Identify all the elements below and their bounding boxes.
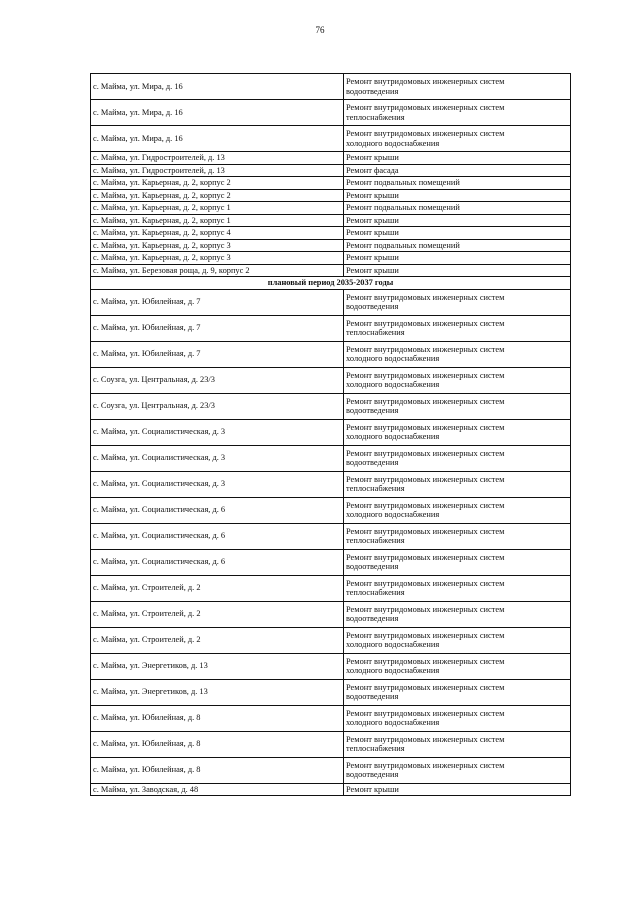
table-row [91,177,571,190]
work-type-line: Ремонт внутридомовых инженерных систем [346,760,505,770]
table-row [91,214,571,227]
work-type-line: Ремонт внутридомовых инженерных систем [346,292,505,302]
table-row [91,202,571,215]
address-cell: с. Майма, ул. Энергетиков, д. 13 [91,679,344,705]
address-cell: с. Майма, ул. Социалистическая, д. 3 [91,445,344,471]
address-cell: с. Майма, ул. Карьерная, д. 2, корпус 3 [91,252,344,265]
table-row [91,264,571,277]
table-row [91,731,571,757]
work-type-cell [344,202,571,215]
work-type-line: холодного водоснабжения [346,354,440,363]
work-type-line: Ремонт внутридомовых инженерных систем [346,708,505,718]
work-type-cell [344,653,571,679]
work-type-line: Ремонт внутридомовых инженерных систем [346,103,505,113]
work-type-cell [344,393,571,419]
table-row [91,227,571,240]
work-type-line: Ремонт крыши [346,253,399,263]
work-type-line: Ремонт внутридомовых инженерных систем [346,656,505,666]
work-type-cell [344,731,571,757]
work-type-line: водоотведения [346,614,399,623]
work-type-cell [344,705,571,731]
address-cell: с. Майма, ул. Юбилейная, д. 8 [91,757,344,783]
work-type-line: Ремонт внутридомовых инженерных систем [346,734,505,744]
work-type-cell [344,575,571,601]
work-type-line: Ремонт крыши [346,228,399,238]
table-row [91,549,571,575]
work-type-cell [344,74,571,100]
work-type-line: водоотведения [346,458,399,467]
table-row [91,575,571,601]
table-row [91,627,571,653]
table-row [91,601,571,627]
table-row [91,705,571,731]
work-type-cell [344,601,571,627]
table-row [91,419,571,445]
work-type-line: Ремонт крыши [346,190,399,200]
table-row [91,74,571,100]
table-row [91,315,571,341]
work-type-line: Ремонт внутридомовых инженерных систем [346,129,505,139]
work-type-line: водоотведения [346,562,399,571]
address-cell: с. Майма, ул. Гидростроителей, д. 13 [91,164,344,177]
work-type-cell [344,497,571,523]
work-type-cell [344,239,571,252]
work-type-line: теплоснабжения [346,484,405,493]
address-cell: с. Майма, ул. Социалистическая, д. 3 [91,419,344,445]
work-type-line: водоотведения [346,406,399,415]
address-cell: с. Майма, ул. Карьерная, д. 2, корпус 4 [91,227,344,240]
work-type-line: Ремонт внутридомовых инженерных систем [346,344,505,354]
table-row [91,653,571,679]
address-cell: с. Майма, ул. Строителей, д. 2 [91,601,344,627]
work-type-cell [344,315,571,341]
work-type-line: Ремонт крыши [346,153,399,163]
address-cell: с. Соузга, ул. Центральная, д. 23/3 [91,393,344,419]
table-row [91,100,571,126]
address-cell: с. Майма, ул. Социалистическая, д. 3 [91,471,344,497]
work-type-line: водоотведения [346,770,399,779]
work-type-line: водоотведения [346,86,399,96]
table-row [91,393,571,419]
address-cell: с. Майма, ул. Карьерная, д. 2, корпус 1 [91,202,344,215]
work-type-cell [344,227,571,240]
work-type-line: Ремонт внутридомовых инженерных систем [346,370,505,380]
work-type-line: холодного водоснабжения [346,718,440,727]
work-type-line: Ремонт внутридомовых инженерных систем [346,630,505,640]
period-heading-row [91,277,571,290]
work-type-line: теплоснабжения [346,112,405,122]
address-cell: с. Майма, ул. Мира, д. 16 [91,74,344,100]
work-type-line: холодного водоснабжения [346,640,440,649]
repair-schedule-table [90,73,571,796]
work-type-line: Ремонт внутридомовых инженерных систем [346,526,505,536]
work-type-line: Ремонт крыши [346,265,399,275]
work-type-cell [344,419,571,445]
work-type-cell [344,757,571,783]
work-type-cell [344,252,571,265]
address-cell: с. Майма, ул. Карьерная, д. 2, корпус 2 [91,189,344,202]
work-type-cell [344,549,571,575]
table-row [91,189,571,202]
work-type-cell [344,341,571,367]
table-row [91,445,571,471]
work-type-cell [344,679,571,705]
work-type-line: водоотведения [346,302,399,311]
work-type-line: теплоснабжения [346,328,405,337]
address-cell: с. Майма, ул. Юбилейная, д. 8 [91,731,344,757]
address-cell: с. Майма, ул. Юбилейная, д. 7 [91,315,344,341]
table-row [91,126,571,152]
work-type-line: Ремонт фасада [346,165,399,175]
address-cell: с. Соузга, ул. Центральная, д. 23/3 [91,367,344,393]
work-type-line: Ремонт внутридомовых инженерных систем [346,500,505,510]
address-cell: с. Майма, ул. Мира, д. 16 [91,100,344,126]
address-cell: с. Майма, ул. Заводская, д. 48 [91,783,344,796]
work-type-cell [344,783,571,796]
work-type-cell [344,445,571,471]
work-type-line: водоотведения [346,692,399,701]
work-type-cell [344,471,571,497]
work-type-line: Ремонт внутридомовых инженерных систем [346,682,505,692]
work-type-line: Ремонт подвальных помещений [346,240,460,250]
table-section-top [91,74,571,277]
work-type-line: Ремонт внутридомовых инженерных систем [346,578,505,588]
work-type-cell [344,289,571,315]
address-cell: с. Майма, ул. Карьерная, д. 2, корпус 3 [91,239,344,252]
work-type-line: теплоснабжения [346,536,405,545]
table-row [91,523,571,549]
table-row [91,164,571,177]
work-type-line: холодного водоснабжения [346,380,440,389]
work-type-line: теплоснабжения [346,744,405,753]
work-type-line: холодного водоснабжения [346,432,440,441]
address-cell: с. Майма, ул. Березовая роща, д. 9, корпус 2 [91,264,344,277]
work-type-cell [344,164,571,177]
work-type-line: Ремонт внутридомовых инженерных систем [346,552,505,562]
table-row [91,367,571,393]
address-cell: с. Майма, ул. Строителей, д. 2 [91,627,344,653]
address-cell: с. Майма, ул. Карьерная, д. 2, корпус 2 [91,177,344,190]
work-type-line: Ремонт внутридомовых инженерных систем [346,77,505,87]
table-row [91,239,571,252]
table-row [91,497,571,523]
work-type-line: Ремонт подвальных помещений [346,178,460,188]
work-type-line: Ремонт внутридомовых инженерных систем [346,474,505,484]
address-cell: с. Майма, ул. Карьерная, д. 2, корпус 1 [91,214,344,227]
table-section-bottom [91,289,571,796]
address-cell: с. Майма, ул. Социалистическая, д. 6 [91,497,344,523]
table-row [91,252,571,265]
work-type-cell [344,126,571,152]
address-cell: с. Майма, ул. Мира, д. 16 [91,126,344,152]
work-type-cell [344,214,571,227]
work-type-cell [344,189,571,202]
work-type-line: Ремонт внутридомовых инженерных систем [346,604,505,614]
work-type-line: Ремонт крыши [346,215,399,225]
table-row [91,341,571,367]
work-type-cell [344,367,571,393]
work-type-cell [344,152,571,165]
work-type-line: холодного водоснабжения [346,510,440,519]
table-row [91,289,571,315]
work-type-line: теплоснабжения [346,588,405,597]
address-cell: с. Майма, ул. Гидростроителей, д. 13 [91,152,344,165]
work-type-line: Ремонт внутридомовых инженерных систем [346,318,505,328]
address-cell: с. Майма, ул. Юбилейная, д. 7 [91,341,344,367]
work-type-line: холодного водоснабжения [346,138,440,148]
table-row [91,152,571,165]
table-row [91,757,571,783]
work-type-line: Ремонт подвальных помещений [346,203,460,213]
table-row [91,471,571,497]
work-type-line: Ремонт внутридомовых инженерных систем [346,448,505,458]
work-type-cell [344,100,571,126]
work-type-cell [344,627,571,653]
work-type-line: Ремонт внутридомовых инженерных систем [346,396,505,406]
address-cell: с. Майма, ул. Энергетиков, д. 13 [91,653,344,679]
period-section [91,277,571,290]
work-type-line: Ремонт крыши [346,784,399,794]
address-cell: с. Майма, ул. Строителей, д. 2 [91,575,344,601]
address-cell: с. Майма, ул. Социалистическая, д. 6 [91,549,344,575]
table-row [91,679,571,705]
work-type-cell [344,523,571,549]
work-type-cell [344,177,571,190]
address-cell: с. Майма, ул. Юбилейная, д. 8 [91,705,344,731]
table-row [91,783,571,796]
work-type-line: Ремонт внутридомовых инженерных систем [346,422,505,432]
address-cell: с. Майма, ул. Социалистическая, д. 6 [91,523,344,549]
period-heading: плановый период 2035-2037 годы [91,277,571,290]
page-number: 76 [315,25,325,35]
address-cell: с. Майма, ул. Юбилейная, д. 7 [91,289,344,315]
work-type-cell [344,264,571,277]
work-type-line: холодного водоснабжения [346,666,440,675]
